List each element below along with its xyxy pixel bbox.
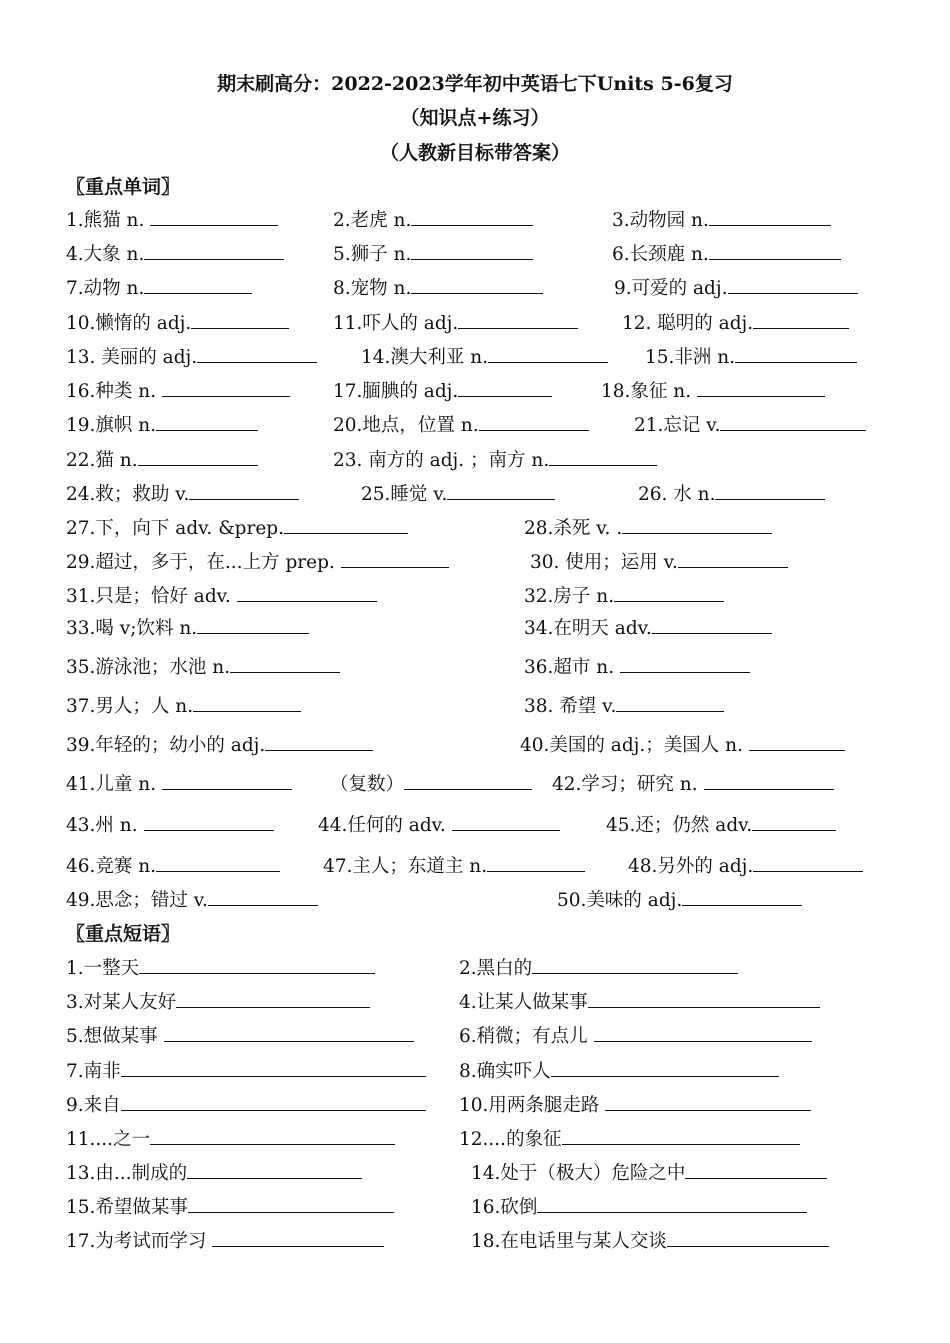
vocab-item: 24.救；救助 v. (66, 483, 299, 506)
answer-blank[interactable] (189, 483, 299, 500)
vocab-item: 21.忘记 v. (634, 414, 866, 437)
answer-blank[interactable] (121, 1060, 426, 1077)
vocab-item: 46.竞赛 n. (66, 855, 280, 878)
answer-blank[interactable] (709, 209, 831, 226)
answer-blank[interactable] (622, 517, 772, 534)
answer-blank[interactable] (458, 312, 578, 329)
answer-blank[interactable] (176, 991, 370, 1008)
doc-subtitle-answers: （人教新目标带答案） (379, 142, 570, 164)
answer-blank[interactable] (156, 414, 258, 431)
phrase-item: 14.处于（极大）危险之中 (471, 1162, 827, 1185)
phrase-item: 8.确实吓人 (459, 1060, 779, 1083)
phrase-item: 7.南非 (66, 1060, 426, 1083)
answer-blank[interactable] (144, 814, 274, 831)
vocab-item: 14.澳大利亚 n. (361, 346, 608, 369)
answer-blank[interactable] (685, 1162, 827, 1179)
answer-blank[interactable] (620, 656, 750, 673)
doc-title: 期末刷高分：2022-2023学年初中英语七下Units 5-6复习 (217, 73, 733, 95)
vocab-item: 12. 聪明的 adj. (622, 312, 849, 335)
vocab-item: 2.老虎 n. (333, 209, 533, 232)
answer-blank[interactable] (479, 414, 589, 431)
phrase-item: 17.为考试而学习 (66, 1230, 384, 1253)
vocab-item: 23. 南方的 adj. ；南方 n. (333, 449, 657, 472)
answer-blank[interactable] (678, 551, 788, 568)
doc-subtitle: （知识点+练习） (400, 107, 550, 129)
answer-blank[interactable] (753, 855, 863, 872)
answer-blank[interactable] (162, 773, 292, 790)
answer-blank[interactable] (720, 414, 866, 431)
vocab-item: 40.美国的 adj.；美国人 n. (520, 734, 845, 757)
vocab-item: 50.美味的 adj. (557, 889, 802, 912)
vocab-item: 18.象征 n. (601, 380, 825, 403)
vocab-item: 10.懒惰的 adj. (66, 312, 289, 335)
phrase-item: 9.来自 (66, 1094, 426, 1117)
vocab-item: 28.杀死 v. . (524, 517, 772, 540)
phrase-item: 12....的象征 (459, 1128, 800, 1151)
answer-blank[interactable] (150, 209, 278, 226)
answer-blank[interactable] (487, 855, 585, 872)
vocab-item: 3.动物园 n. (612, 209, 831, 232)
answer-blank[interactable] (197, 346, 317, 363)
phrase-item: 15.希望做某事 (66, 1196, 394, 1219)
phrase-item: 2.黑白的 (459, 957, 738, 980)
answer-blank[interactable] (162, 380, 290, 397)
answer-blank[interactable] (197, 617, 309, 634)
phrase-item: 4.让某人做某事 (459, 991, 820, 1014)
vocab-item: 25.睡觉 v. (361, 483, 555, 506)
vocab-item: 20.地点，位置 n. (333, 414, 589, 437)
vocab-item: 7.动物 n. (66, 277, 252, 300)
answer-blank[interactable] (605, 1094, 811, 1111)
answer-blank[interactable] (728, 277, 858, 294)
vocab-item: 1.熊猫 n. (66, 209, 278, 232)
answer-blank[interactable] (265, 734, 373, 751)
answer-blank[interactable] (187, 1162, 362, 1179)
vocab-item: 6.长颈鹿 n. (612, 243, 841, 266)
vocab-item: 42.学习；研究 n. (552, 773, 834, 796)
vocab-item: 29.超过，多于，在...上方 prep. (66, 551, 449, 574)
phrase-item: 10.用两条腿走路 (459, 1094, 811, 1117)
answer-blank[interactable] (230, 656, 340, 673)
answer-blank[interactable] (532, 957, 738, 974)
vocab-item: 17.腼腆的 adj. (333, 380, 552, 403)
answer-blank[interactable] (667, 1230, 829, 1247)
vocab-item: 35.游泳池；水池 n. (66, 656, 340, 679)
vocab-item: 45.还；仍然 adv. (606, 814, 836, 837)
vocab-item: 37.男人；人 n. (66, 695, 301, 718)
vocab-item: 31.只是；恰好 adv. (66, 585, 377, 608)
vocab-item: 43.州 n. (66, 814, 274, 837)
answer-blank[interactable] (614, 585, 724, 602)
vocab-item: 19.旗帜 n. (66, 414, 258, 437)
answer-blank[interactable] (752, 814, 836, 831)
vocab-item: 11.吓人的 adj. (333, 312, 578, 335)
answer-blank[interactable] (341, 551, 449, 568)
phrase-item: 16.砍倒 (471, 1196, 807, 1219)
answer-blank[interactable] (715, 483, 825, 500)
answer-blank[interactable] (447, 483, 555, 500)
phrase-item: 6.稍微；有点儿 (459, 1025, 812, 1048)
vocab-item: 9.可爱的 adj. (614, 277, 858, 300)
vocab-item: 48.另外的 adj. (628, 855, 863, 878)
answer-blank[interactable] (144, 243, 284, 260)
vocab-item: 8.宠物 n. (333, 277, 543, 300)
vocab-item: 5.狮子 n. (333, 243, 533, 266)
answer-blank[interactable] (191, 312, 289, 329)
answer-blank[interactable] (193, 695, 301, 712)
answer-blank[interactable] (138, 449, 258, 466)
vocab-item: 13. 美丽的 adj. (66, 346, 317, 369)
vocab-item: 38. 希望 v. (524, 695, 724, 718)
vocab-item: 36.超市 n. (524, 656, 750, 679)
answer-blank[interactable] (411, 277, 543, 294)
answer-blank[interactable] (411, 243, 533, 260)
answer-blank[interactable] (212, 1230, 384, 1247)
answer-blank[interactable] (549, 449, 657, 466)
answer-blank[interactable] (237, 585, 377, 602)
phrase-item: 5.想做某事 (66, 1025, 414, 1048)
answer-blank[interactable] (697, 380, 825, 397)
answer-blank[interactable] (156, 855, 280, 872)
answer-blank[interactable] (616, 695, 724, 712)
answer-blank[interactable] (594, 1025, 812, 1042)
phrase-item: 3.对某人友好 (66, 991, 370, 1014)
answer-blank[interactable] (144, 277, 252, 294)
vocab-heading: 〖重点单词〗 (66, 176, 181, 198)
answer-blank[interactable] (551, 1060, 779, 1077)
answer-blank[interactable] (404, 773, 532, 790)
vocab-item: 33.喝 v;饮料 n. (66, 617, 309, 640)
answer-blank[interactable] (208, 889, 318, 906)
answer-blank[interactable] (121, 1094, 426, 1111)
answer-blank[interactable] (411, 209, 533, 226)
vocab-item: 4.大象 n. (66, 243, 284, 266)
vocab-item: 15.非洲 n. (645, 346, 857, 369)
phrase-item: 1.一整天 (66, 957, 375, 980)
answer-blank[interactable] (284, 517, 408, 534)
answer-blank[interactable] (652, 617, 772, 634)
vocab-item: 44.任何的 adv. (318, 814, 560, 837)
answer-blank[interactable] (682, 889, 802, 906)
vocab-item: 16.种类 n. (66, 380, 290, 403)
answer-blank[interactable] (139, 957, 375, 974)
phrase-item: 11....之一 (66, 1128, 395, 1151)
vocab-item: 39.年轻的；幼小的 adj. (66, 734, 373, 757)
answer-blank[interactable] (588, 991, 820, 1008)
vocab-item: 30. 使用；运用 v. (530, 551, 788, 574)
answer-blank[interactable] (537, 1196, 807, 1213)
vocab-item: 27.下，向下 adv. &prep. (66, 517, 408, 540)
vocab-item: 47.主人；东道主 n. (323, 855, 585, 878)
vocab-item: 22.猫 n. (66, 449, 258, 472)
answer-blank[interactable] (488, 346, 608, 363)
vocab-item: 26. 水 n. (638, 483, 825, 506)
answer-blank[interactable] (704, 773, 834, 790)
answer-blank[interactable] (562, 1128, 800, 1145)
answer-blank[interactable] (188, 1196, 394, 1213)
phrase-item: 13.由...制成的 (66, 1162, 362, 1185)
phrases-heading: 〖重点短语〗 (66, 923, 181, 945)
vocab-item: 34.在明天 adv. (524, 617, 772, 640)
answer-blank[interactable] (150, 1128, 395, 1145)
answer-blank[interactable] (749, 734, 845, 751)
vocab-item: 41.儿童 n. (66, 773, 292, 796)
vocab-item-plural: （复数） (330, 773, 532, 796)
answer-blank[interactable] (753, 312, 849, 329)
answer-blank[interactable] (452, 814, 560, 831)
answer-blank[interactable] (709, 243, 841, 260)
answer-blank[interactable] (735, 346, 857, 363)
vocab-item: 49.思念；错过 v. (66, 889, 318, 912)
phrase-item: 18.在电话里与某人交谈 (471, 1230, 829, 1253)
answer-blank[interactable] (164, 1025, 414, 1042)
vocab-item: 32.房子 n. (524, 585, 724, 608)
answer-blank[interactable] (458, 380, 552, 397)
